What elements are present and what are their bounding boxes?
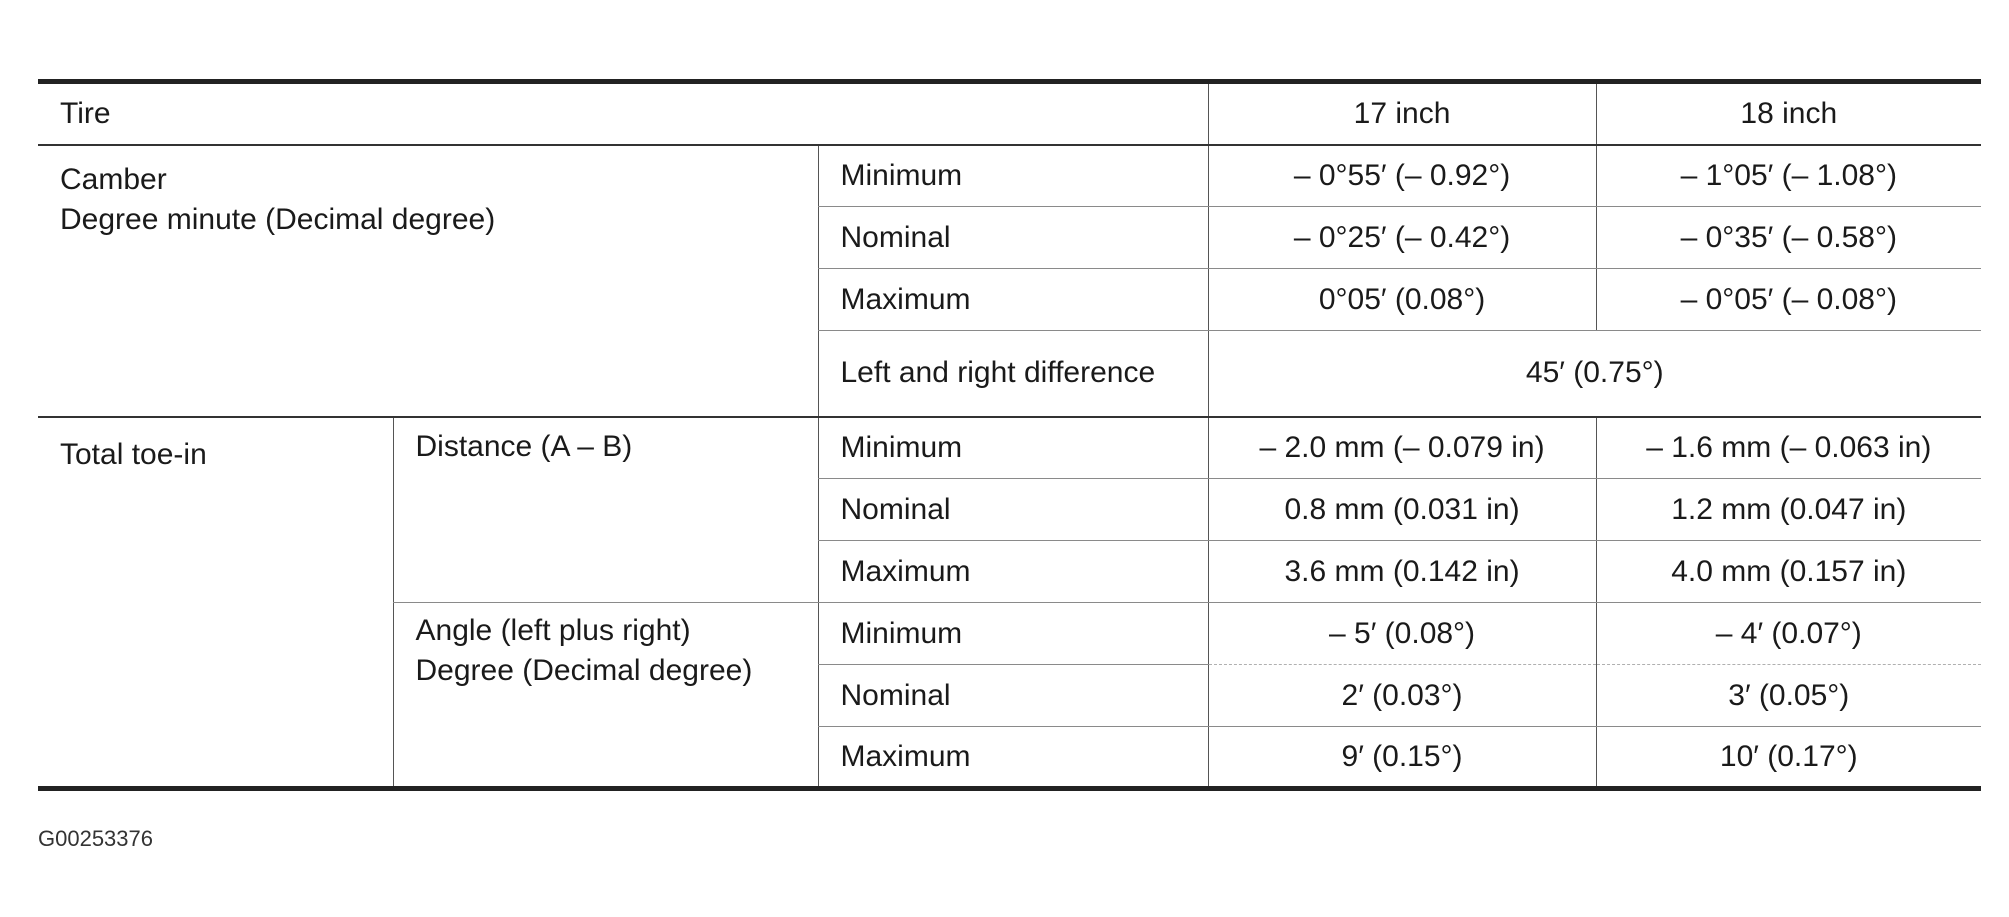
header-18-inch: 18 inch xyxy=(1596,82,1981,145)
distance-minimum-18: – 1.6 mm (– 0.063 in) xyxy=(1596,417,1981,479)
camber-nominal-18: – 0°35′ (– 0.58°) xyxy=(1596,207,1981,269)
angle-title: Angle (left plus right) xyxy=(415,614,691,647)
header-tire: Tire xyxy=(38,82,1208,145)
angle-nominal-17: 2′ (0.03°) xyxy=(1208,665,1596,727)
angle-nominal-label: Nominal xyxy=(818,665,1208,727)
figure-id: G00253376 xyxy=(38,826,153,851)
angle-nominal-18: 3′ (0.05°) xyxy=(1596,665,1981,727)
distance-nominal-label: Nominal xyxy=(818,479,1208,541)
angle-maximum-17: 9′ (0.15°) xyxy=(1208,727,1596,789)
header-17-inch: 17 inch xyxy=(1208,82,1596,145)
camber-maximum-18: – 0°05′ (– 0.08°) xyxy=(1596,269,1981,331)
alignment-spec-table xyxy=(38,79,1981,791)
distance-label: Distance (A – B) xyxy=(393,417,818,603)
angle-unit: Degree (Decimal degree) xyxy=(415,654,753,687)
camber-unit: Degree minute (Decimal degree) xyxy=(60,202,496,236)
camber-difference-value: 45′ (0.75°) xyxy=(1208,331,1981,417)
distance-minimum-label: Minimum xyxy=(818,417,1208,479)
distance-maximum-18: 4.0 mm (0.157 in) xyxy=(1596,541,1981,603)
angle-minimum-17: – 5′ (0.08°) xyxy=(1208,603,1596,665)
distance-maximum-17: 3.6 mm (0.142 in) xyxy=(1208,541,1596,603)
camber-maximum-17: 0°05′ (0.08°) xyxy=(1208,269,1596,331)
camber-minimum-label: Minimum xyxy=(818,145,1208,207)
header-row xyxy=(38,82,1981,145)
angle-maximum-18: 10′ (0.17°) xyxy=(1596,727,1981,789)
distance-nominal-18: 1.2 mm (0.047 in) xyxy=(1596,479,1981,541)
camber-maximum-label: Maximum xyxy=(818,269,1208,331)
camber-difference-label: Left and right difference xyxy=(818,331,1208,417)
camber-nominal-label: Nominal xyxy=(818,207,1208,269)
camber-nominal-17: – 0°25′ (– 0.42°) xyxy=(1208,207,1596,269)
toe-in-label: Total toe-in xyxy=(38,417,393,789)
distance-nominal-17: 0.8 mm (0.031 in) xyxy=(1208,479,1596,541)
angle-minimum-18: – 4′ (0.07°) xyxy=(1596,603,1981,665)
camber-minimum-17: – 0°55′ (– 0.92°) xyxy=(1208,145,1596,207)
camber-minimum-18: – 1°05′ (– 1.08°) xyxy=(1596,145,1981,207)
angle-label xyxy=(393,603,818,789)
distance-minimum-row xyxy=(38,417,1981,479)
camber-minimum-row xyxy=(38,145,1981,207)
camber-label xyxy=(38,145,818,417)
angle-maximum-label: Maximum xyxy=(818,727,1208,789)
distance-maximum-label: Maximum xyxy=(818,541,1208,603)
camber-title: Camber xyxy=(60,162,167,196)
angle-minimum-label: Minimum xyxy=(818,603,1208,665)
distance-minimum-17: – 2.0 mm (– 0.079 in) xyxy=(1208,417,1596,479)
